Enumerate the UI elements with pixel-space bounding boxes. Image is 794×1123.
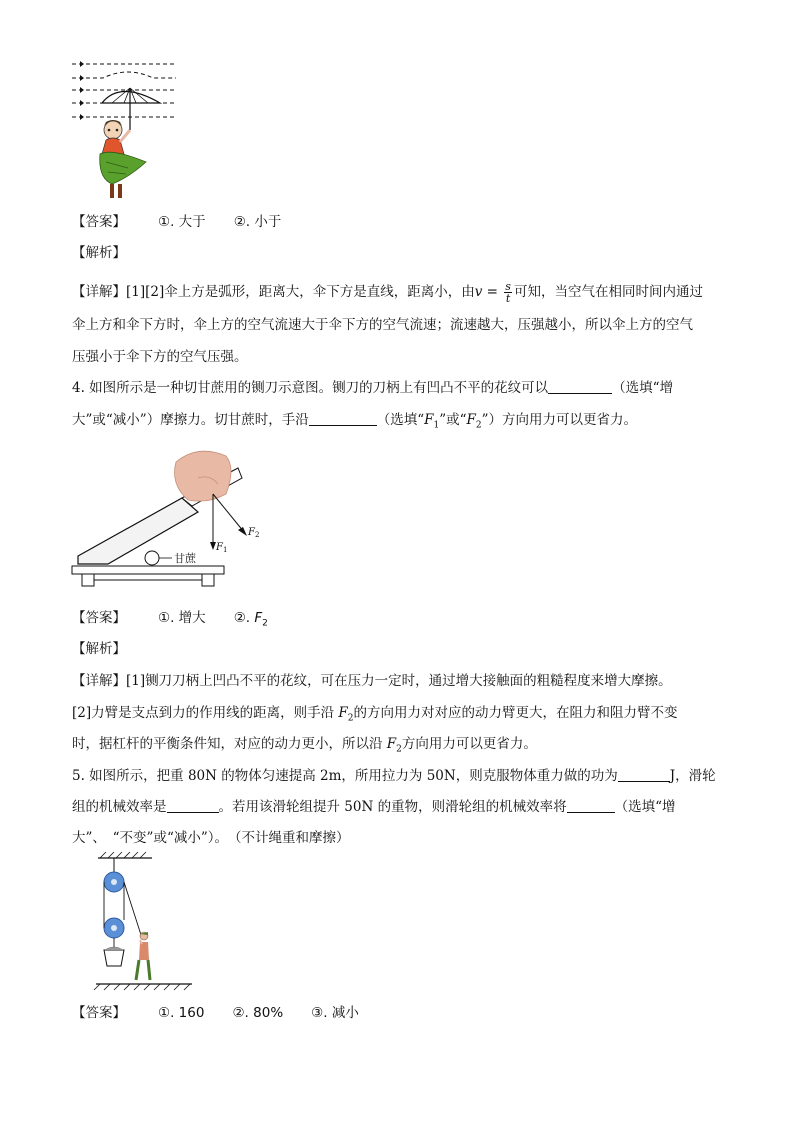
answer-prefix: ②. <box>233 610 255 626</box>
answer-item-3: ③. 减小 <box>311 1005 359 1021</box>
q4-detail-line-3 <box>72 734 537 760</box>
svg-text:F2 <box>247 527 259 539</box>
force-symbol: F <box>338 705 348 721</box>
fill-blank <box>548 379 612 394</box>
q5-question-line-2 <box>72 797 675 817</box>
q4-question-line-2 <box>72 410 637 436</box>
detail-text: [1][2]伞上方是弧形，距离大，伞下方是直线，距离小，由 <box>126 284 475 300</box>
fill-blank <box>567 798 615 813</box>
force-subscript: 1 <box>433 420 440 431</box>
answer-item-1: ①. 160 <box>158 1005 205 1021</box>
q4-detail-line-1 <box>72 671 672 691</box>
q5-text: 组的机械效率是 <box>72 799 167 815</box>
q4-question-line-1 <box>72 378 673 398</box>
q4-text: ”）方向用力可以更省力。 <box>481 412 638 428</box>
formula-denominator: t <box>505 292 511 305</box>
detail-tag: 【详解】 <box>72 673 126 689</box>
formula-fraction <box>504 281 512 304</box>
q4-text: （选填“ <box>376 412 425 428</box>
q5-answer-row <box>72 1003 359 1023</box>
detail-tag: 【详解】 <box>72 284 126 300</box>
answer-item-2 <box>233 610 268 629</box>
q4-text: （选填“增 <box>612 380 674 396</box>
q5-text: 5. 如图所示，把重 80N 的物体匀速提高 2m，所用拉力为 50N，则克服物体重力做的功为 <box>72 768 618 784</box>
q5-text: （选填“增 <box>614 799 676 815</box>
q3-answer-row <box>72 212 281 232</box>
detail-text: 时，据杠杆的平衡条件知，对应的动力更小，所以沿 <box>72 736 387 752</box>
q4-text: ”或“ <box>439 412 467 428</box>
force-subscript: 2 <box>396 744 402 755</box>
formula-v: v <box>474 284 483 300</box>
answer-tag: 【答案】 <box>72 1005 126 1021</box>
label-f1-sub: 1 <box>222 546 228 554</box>
pulley-system-figure <box>92 850 202 995</box>
label-f2: F <box>248 527 255 538</box>
umbrella-airflow-figure <box>68 58 183 208</box>
detail-text: 的方向用力对对应的动力臂更大，在阻力和阻力臂不变 <box>353 705 678 721</box>
fill-blank <box>167 798 219 813</box>
q4-analysis-tag: 【解析】 <box>72 641 126 657</box>
answer-tag: 【答案】 <box>72 214 126 230</box>
label-f2-sub: 2 <box>254 531 260 539</box>
force-subscript: 2 <box>262 618 268 629</box>
force-symbol: F <box>386 736 397 752</box>
label-sugarcane: 甘蔗 <box>174 552 196 565</box>
svg-text:F1 <box>215 542 227 554</box>
force-subscript: 2 <box>475 420 482 431</box>
q5-text: J，滑轮 <box>669 768 716 784</box>
q3-detail-line-2: 伞上方和伞下方时，伞上方的空气流速大于伞下方的空气流速；流速越大，压强越小，所以伞上方的空气 <box>72 317 693 333</box>
formula-eq: = <box>482 284 503 300</box>
force-symbol: F <box>424 412 434 428</box>
formula-numerator: s <box>505 280 511 293</box>
q5-question-line-3: 大”、 “不变”或“减小”）。 （不计绳重和摩擦） <box>72 830 350 846</box>
q4-text: 4. 如图所示是一种切甘蔗用的铡刀示意图。铡刀的刀柄上有凹凸不平的花纹可以 <box>72 380 549 396</box>
label-f1: F <box>216 542 223 553</box>
sugarcane-cutter-figure <box>68 438 260 598</box>
q4-text: 大”或“减小”）摩擦力。切甘蔗时，手沿 <box>72 412 309 428</box>
answer-item-1: ①. 大于 <box>158 214 206 230</box>
detail-text: [2]力臂是支点到力的作用线的距离，则手沿 <box>72 705 339 721</box>
q3-detail-line-3: 压强小于伞下方的空气压强。 <box>72 349 248 365</box>
force-subscript: 2 <box>347 713 354 724</box>
force-symbol: F <box>466 412 476 428</box>
fill-blank <box>309 411 377 426</box>
answer-item-2: ②. 小于 <box>233 214 282 230</box>
answer-item-1: ①. 增大 <box>158 610 206 626</box>
detail-text: 方向用力可以更省力。 <box>401 736 537 752</box>
force-symbol: F <box>254 610 263 626</box>
answer-item-2: ②. 80% <box>232 1005 284 1021</box>
q4-answer-row <box>72 608 268 634</box>
fill-blank <box>618 767 670 782</box>
q5-text: 。若用该滑轮组提升 50N 的重物，则滑轮组的机械效率将 <box>218 799 567 815</box>
answer-tag: 【答案】 <box>72 610 126 626</box>
q5-question-line-1 <box>72 766 716 786</box>
detail-text: 可知，当空气在相同时间内通过 <box>513 284 703 300</box>
q3-analysis-tag: 【解析】 <box>72 245 126 261</box>
detail-text: [1]铡刀刀柄上凹凸不平的花纹，可在压力一定时，通过增大接触面的粗糙程度来增大摩擦。 <box>126 673 672 689</box>
q3-detail-line-1 <box>72 281 703 304</box>
q4-detail-line-2 <box>72 703 678 729</box>
